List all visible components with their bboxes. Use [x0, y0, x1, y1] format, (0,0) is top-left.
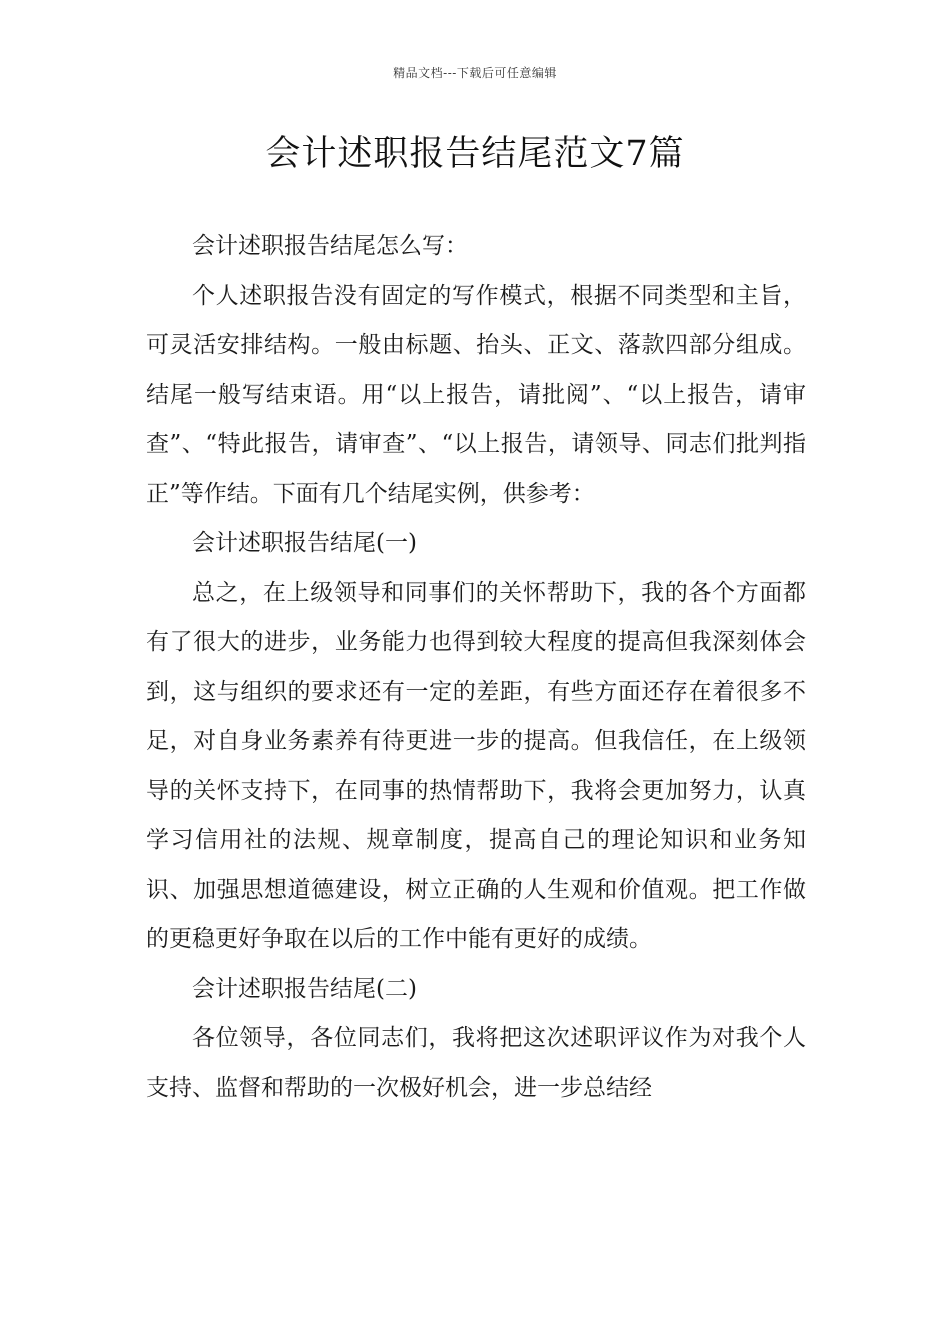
paragraph-intro: 个人述职报告没有固定的写作模式，根据不同类型和主旨，可灵活安排结构。一般由标题、抬头、正文、落款四部分组成。结尾一般写结束语。用“以上报告，请批阅”、“以上报告，请审查”、“特此报告，请审查”、“以上报告，请领导、同志们批判指正”等作结。下面有几个结尾实例，供参考： — [146, 282, 806, 507]
document-title: 会计述职报告结尾范文7篇 — [265, 134, 685, 174]
paragraph-section-2: 各位领导，各位同志们，我将把这次述职评议作为对我个人支持、监督和帮助的一次极好机会，进一步总结经 — [146, 1025, 806, 1101]
page-header-watermark: 精品文档---下载后可任意编辑 — [393, 66, 557, 80]
paragraph-section-1: 总之，在上级领导和同事们的关怀帮助下，我的各个方面都有了很大的进步，业务能力也得到较大程度的提高但我深刻体会到，这与组织的要求还有一定的差距，有些方面还存在着很多不足，对自身业务素养有待更进一步的提高。但我信任，在上级领导的关怀支持下，在同事的热情帮助下，我将会更加努力，认真学习信用社的法规、规章制度，提高自己的理论知识和业务知识、加强思想道德建设，树立正确的人生观和价值观。把工作做的更稳更好争取在以后的工作中能有更好的成绩。 — [146, 579, 806, 952]
section-heading-1: 会计述职报告结尾(一) — [192, 530, 417, 556]
document-body — [146, 222, 806, 1113]
paragraph-intro-question: 会计述职报告结尾怎么写： — [192, 233, 468, 259]
section-heading-2: 会计述职报告结尾(二) — [192, 975, 417, 1002]
